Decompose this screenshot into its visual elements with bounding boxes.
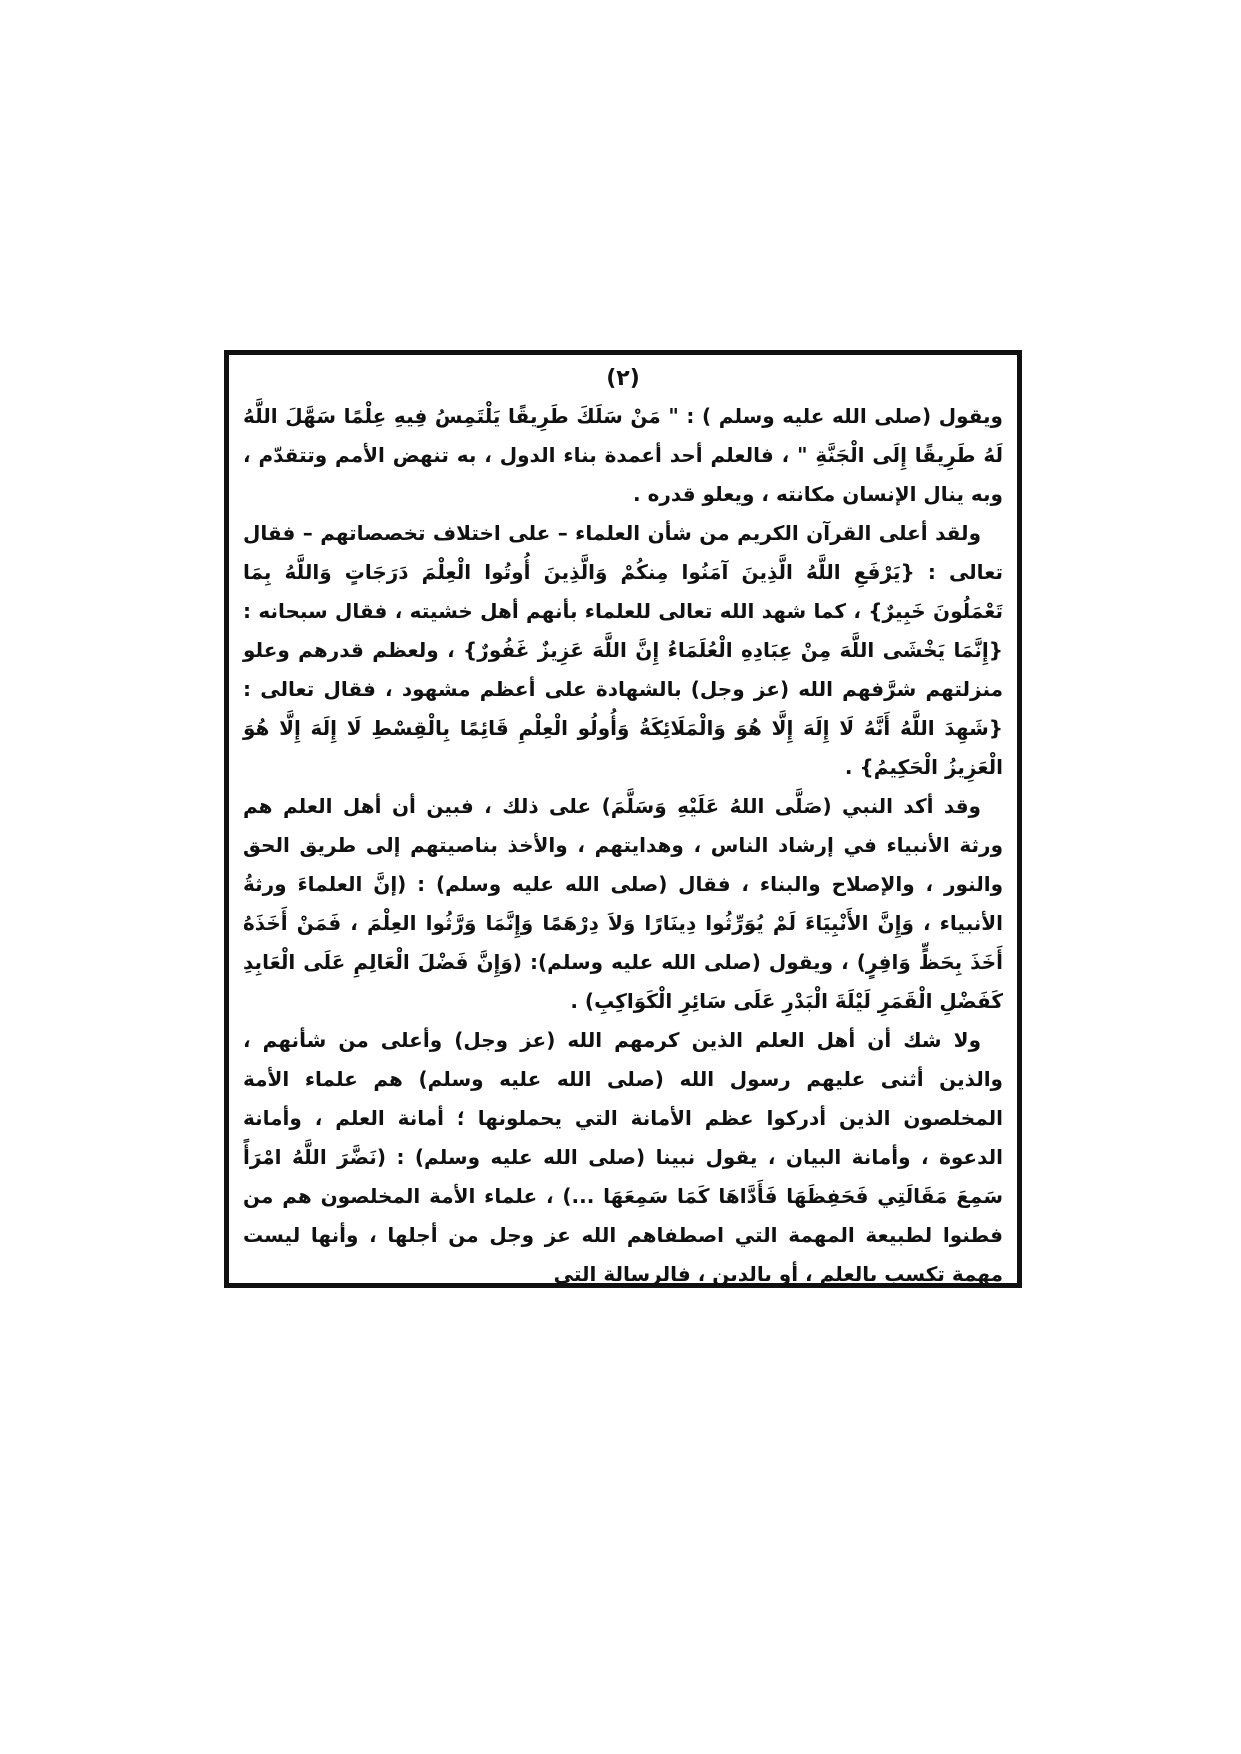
paragraph-4: ولا شك أن أهل العلم الذين كرمهم الله (عز وجل) وأعلى من شأنهم ، والذين أثنى عليهم رسول الله (صلى الله عليه وسلم) هم علماء الأمة المخلصون الذين أدركوا عظم الأمانة التي يحملونها ؛ أمانة العلم ، وأمانة الدعوة ، وأمانة البيان ، يقول نبينا (صلى الله عليه وسلم) : (نَضَّرَ اللَّهُ امْرَأً سَمِعَ مَقَالَتِي فَحَفِظَهَا فَأَدَّاهَا كَمَا سَمِعَهَا ...) ، علماء الأمة المخلصون هم من فطنوا لطبيعة المهمة التي اصطفاهم الله عز وجل من أجلها ، وأنها ليست مهمة تكسب بالعلم ، أو بالدين ، فالرسالة التي bbox=[243, 1028, 1003, 1286]
page-number: (٢) bbox=[606, 366, 640, 391]
body-text bbox=[243, 397, 1003, 1294]
paragraph-3: وقد أكد النبي (صَلَّى اللهُ عَلَيْهِ وَسَلَّمَ) على ذلك ، فبين أن أهل العلم هم ورثة الأنبياء في إرشاد الناس ، وهدايتهم ، والأخذ بناصيتهم إلى طريق الحق والنور ، والإصلاح والبناء ، فقال (صلى الله عليه وسلم) : (إنَّ العلماءَ ورثةُ الأنبياء ، وَإِنَّ الأَنْبِيَاءَ لَمْ يُوَرِّثُوا دِينَارًا وَلاَ دِرْهَمًا وَإِنَّمَا وَرَّثُوا العِلْمَ ، فَمَنْ أَخَذَهُ أَخَذَ بِحَظٍّ وَافِرٍ) ، ويقول (صلى الله عليه وسلم): (وَإِنَّ فَضْلَ الْعَالِمِ عَلَى الْعَابِدِ كَفَضْلِ الْقَمَرِ لَيْلَةَ الْبَدْرِ عَلَى سَائِرِ الْكَوَاكِبِ) . bbox=[243, 794, 1003, 1013]
paragraph-1: ويقول (صلى الله عليه وسلم ) : " مَنْ سَلَكَ طَرِيقًا يَلْتَمِسُ فِيهِ عِلْمًا سَهَّلَ اللَّهُ لَهُ طَرِيقًا إِلَى الْجَنَّةِ " ، فالعلم أحد أعمدة بناء الدول ، به تنهض الأمم وتتقدّم ، وبه ينال الإنسان مكانته ، ويعلو قدره . bbox=[243, 404, 1003, 506]
paragraph-2: ولقد أعلى القرآن الكريم من شأن العلماء – على اختلاف تخصصاتهم – فقال تعالى : {يَرْفَعِ اللَّهُ الَّذِينَ آمَنُوا مِنكُمْ وَالَّذِينَ أُوتُوا الْعِلْمَ دَرَجَاتٍ وَاللَّهُ بِمَا تَعْمَلُونَ خَبِيرٌ} ، كما شهد الله تعالى للعلماء بأنهم أهل خشيته ، فقال سبحانه : {إِنَّمَا يَخْشَى اللَّهَ مِنْ عِبَادِهِ الْعُلَمَاءُ إِنَّ اللَّهَ عَزِيزٌ غَفُورٌ} ، ولعظم قدرهم وعلو منزلتهم شرَّفهم الله (عز وجل) بالشهادة على أعظم مشهود ، فقال تعالى : {شَهِدَ اللَّهُ أَنَّهُ لَا إِلَهَ إِلَّا هُوَ وَالْمَلَائِكَةُ وَأُولُو الْعِلْمِ قَائِمًا بِالْقِسْطِ لَا إِلَهَ إِلَّا هُوَ الْعَزِيزُ الْحَكِيمُ} . bbox=[243, 521, 1003, 779]
page-frame bbox=[224, 350, 1022, 1288]
